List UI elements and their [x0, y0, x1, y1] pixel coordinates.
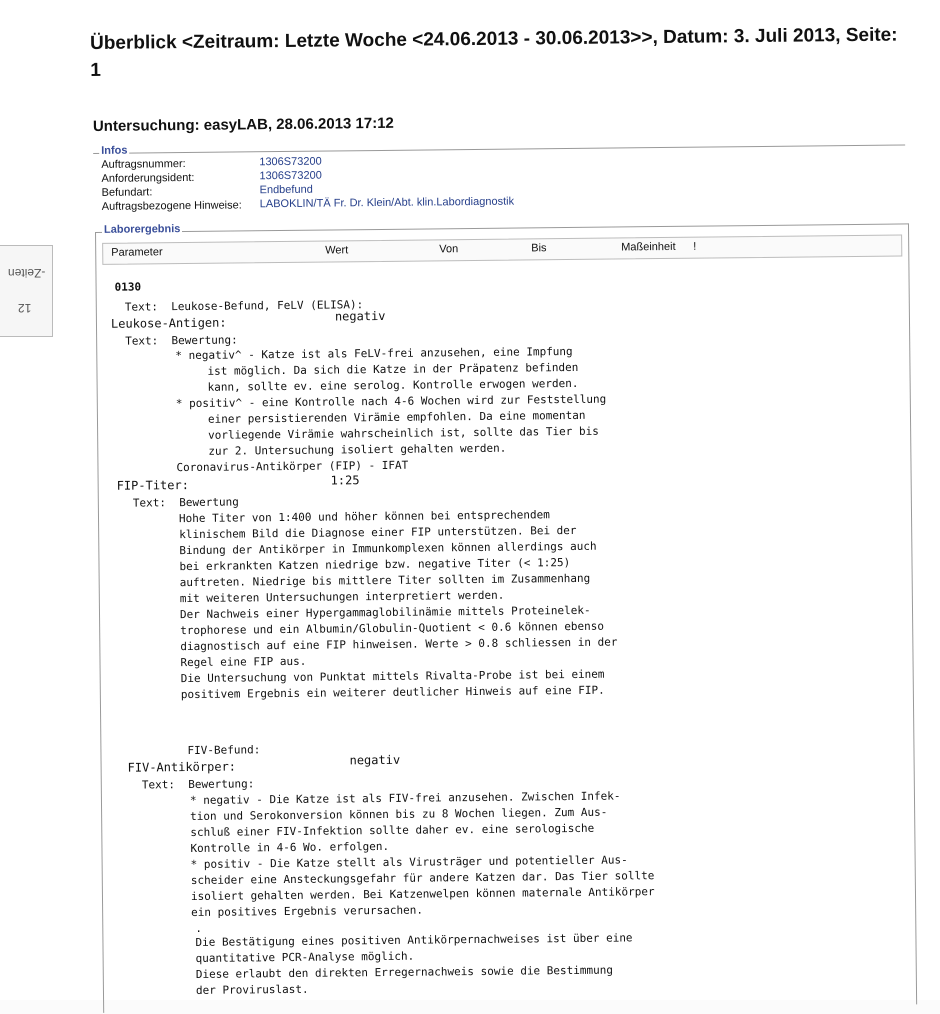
fiv-text-line: tion und Serokonversion können bis zu 8 Wochen liegen. Zum Aus-	[190, 805, 608, 823]
fip-text-line: Hohe Titer von 1:400 und höher können bei entsprechendem	[178, 508, 550, 526]
fiv-text-line: * positiv - Die Katze stellt als Virusträger und potentieller Aus-	[190, 853, 628, 871]
felv-value: negativ	[334, 308, 386, 324]
fiv-text-line: quantitative PCR-Analyse möglich.	[195, 949, 415, 965]
info-value-hinweise: LABOKLIN/TÄ Fr. Dr. Klein/Abt. klin.Labordiagnostik	[259, 195, 515, 211]
fiv-text-line: scheider eine Ansteckungsgefahr für andere Katzen dar. Das Tier sollte	[190, 869, 655, 887]
fip-parameter: FIP-Titer:	[116, 477, 189, 493]
fiv-parameter: FIV-Antikörper:	[127, 759, 237, 775]
laborergebnis-section	[95, 223, 917, 1012]
laborergebnis-legend: Laborergebnis	[103, 223, 181, 236]
fip-text-line: Regel eine FIP aus.	[180, 654, 307, 670]
column-von: Von	[439, 243, 459, 256]
infos-section	[93, 144, 906, 217]
column-flag: !	[693, 240, 697, 253]
page-title: Überblick <Zeitraum: Letzte Woche <24.06.2013 - 30.06.2013>>, Datum: 3. Juli 2013, Seite: 1	[89, 24, 898, 81]
fip-text-line: klinischem Bild die Diagnose einer FIP unterstützen. Bei der	[179, 523, 577, 542]
results-table-header	[102, 235, 902, 265]
felv-text-line: einer persistierenden Virämie empfohlen. Da eine momentan	[207, 408, 586, 426]
fip-text-line: mit weiteren Untersuchungen interpretiert werden.	[179, 588, 505, 606]
column-parameter: Parameter	[111, 246, 163, 259]
felv-text-line: zur 2. Untersuchung isoliert gehalten werden.	[208, 441, 507, 458]
felv-text-line: kann, sollte ev. eine serolog. Kontrolle erwogen werden.	[207, 376, 579, 394]
fiv-heading: FIV-Befund:	[187, 743, 261, 758]
info-label-hinweise: Auftragsbezogene Hinweise:	[101, 199, 242, 213]
info-value-auftragsnummer: 1306S73200	[259, 155, 322, 169]
fip-value: 1:25	[330, 473, 360, 488]
felv-text-line: vorliegende Virämie wahrscheinlich ist, sollte das Tier bis	[208, 424, 599, 442]
info-label-anforderungsident: Anforderungsident:	[101, 171, 195, 185]
fiv-text-line: Kontrolle in 4-6 Wo. erfolgen.	[190, 839, 390, 855]
fip-text-line: bei erkrankten Katzen niedrige bzw. negative Titer (< 1:25)	[179, 556, 571, 574]
fip-text-line: Der Nachweis einer Hypergammaglobilinämie mittels Proteinelek-	[179, 603, 591, 622]
fiv-text-line: der Proviruslast.	[195, 982, 309, 997]
fiv-text-line: Diese erlaubt den direkten Erregernachweis sowie die Bestimmung	[195, 963, 614, 981]
column-bis: Bis	[531, 242, 547, 255]
fip-text-line: positivem Ergebnis ein weiterer deutlicher Hinweis auf eine FIP.	[180, 683, 605, 702]
info-value-befundart: Endbefund	[259, 183, 313, 197]
infos-legend: Infos	[101, 144, 128, 157]
info-label-auftragsnummer: Auftragsnummer:	[101, 158, 186, 171]
fip-bewertung-label: Text: Bewertung	[132, 495, 239, 510]
fip-text-line: Die Untersuchung von Punktat mittels Rivalta-Probe ist bei einem	[180, 667, 605, 686]
fiv-text-line: .	[195, 921, 203, 935]
strip-text-2: 12	[18, 301, 32, 315]
fiv-text-line: * negativ - Die Katze ist als FIV-frei anzusehen. Zwischen Infek-	[189, 789, 621, 807]
info-label-befundart: Befundart:	[101, 186, 153, 199]
fip-text-line: diagnostisch auf eine FIP hinweisen. Werte > 0.8 schliessen in der	[180, 635, 618, 654]
fiv-bewertung-label: Text: Bewertung:	[141, 777, 255, 792]
felv-text-line: Text: Leukose-Befund, FeLV (ELISA):	[124, 298, 364, 314]
felv-text-line: * positiv^ - eine Kontrolle nach 4-6 Wochen wird zur Feststellung	[175, 392, 607, 411]
felv-bewertung-label: Text: Bewertung:	[125, 333, 238, 348]
felv-text-line: * negativ^ - Katze ist als FeLV-frei anzusehen, eine Impfung	[175, 344, 573, 363]
fip-text-line: Bindung der Antikörper in Immunkomplexen können allerdings auch	[179, 539, 597, 558]
fiv-value: negativ	[349, 752, 401, 768]
column-masseinheit: Maßeinheit	[621, 240, 676, 254]
column-wert: Wert	[325, 244, 349, 257]
fiv-text-line: Die Bestätigung eines positiven Antikörpernachweises ist über eine	[195, 931, 633, 949]
fiv-text-line: isoliert gehalten werden. Bei Katzenwelpen können maternale Antikörper	[190, 885, 655, 903]
fiv-text-line: schluß einer FIV-Infektion sollte daher ev. eine serologische	[190, 821, 595, 839]
strip-text-1: -Zeiten	[8, 266, 46, 280]
felv-text-line: Coronavirus-Antikörper (FIP) - IFAT	[176, 458, 409, 475]
sample-code: 0130	[114, 280, 142, 294]
fiv-text-line: ein positives Ergebnis verursachen.	[191, 903, 423, 919]
info-value-anforderungsident: 1306S73200	[259, 169, 322, 183]
fip-text-line: auftreten. Niedrige bis mittlere Titer sollten im Zusammenhang	[179, 571, 591, 590]
fip-text-line: trophorese und ein Albumin/Globulin-Quotient < 0.6 können ebenso	[180, 619, 605, 638]
felv-parameter: Leukose-Antigen:	[110, 315, 227, 331]
felv-text-line: ist möglich. Da sich die Katze in der Präpatenz befinden	[207, 360, 579, 378]
examination-heading: Untersuchung: easyLAB, 28.06.2013 17:12	[92, 114, 394, 135]
